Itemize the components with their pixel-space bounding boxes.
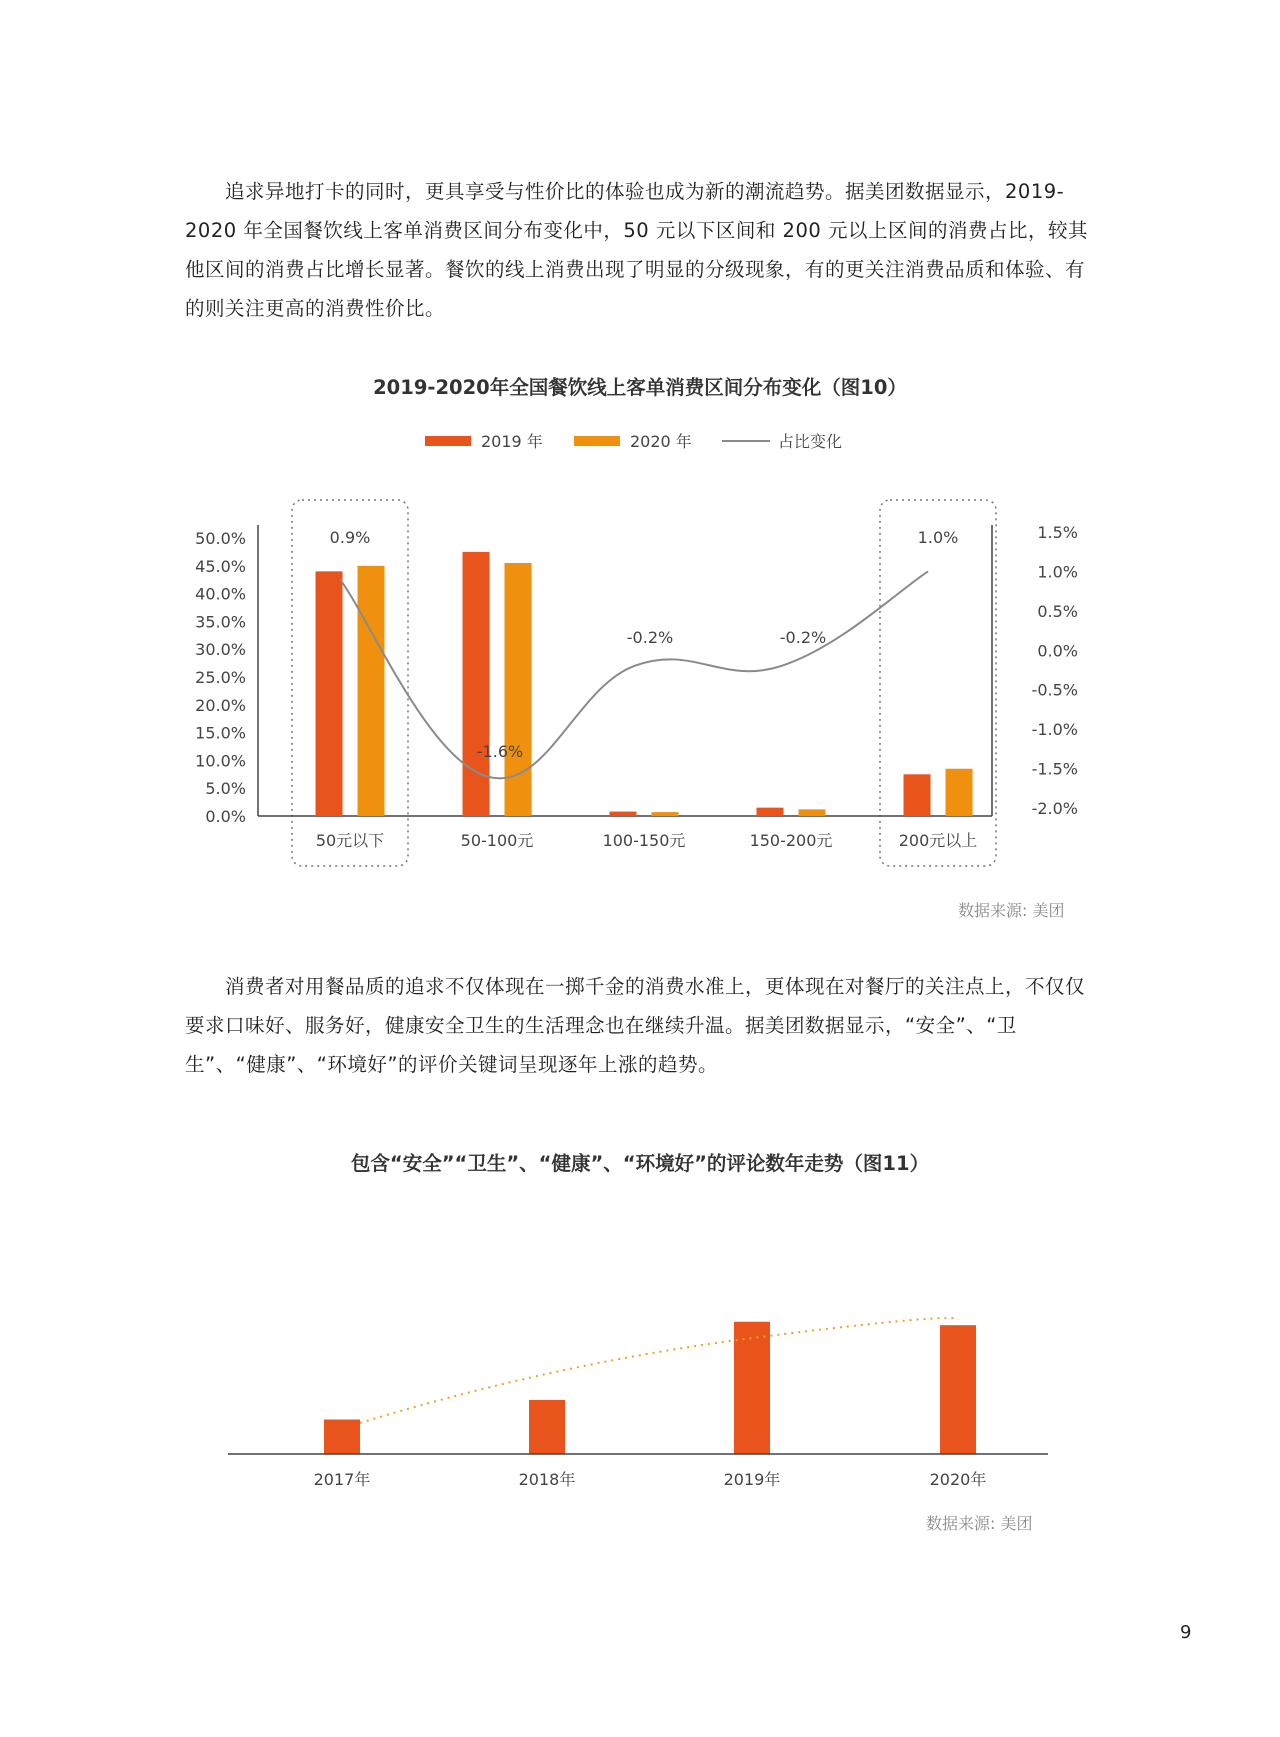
highlight-box-1 (292, 500, 408, 866)
bar-2020 (652, 812, 679, 816)
left-tick-label: 35.0% (195, 612, 246, 632)
line-data-label: 1.0% (917, 528, 959, 547)
x-tick-label: 2019年 (723, 1470, 781, 1489)
right-tick-label: -1.0% (1031, 720, 1078, 740)
right-tick-label: -2.0% (1031, 799, 1078, 818)
x-tick-label: 2017年 (313, 1470, 371, 1489)
line-data-label: -0.2% (779, 628, 827, 647)
legend-label-2019: 2019 年 (481, 432, 543, 451)
left-tick-label: 50.0% (195, 529, 246, 548)
change-line (340, 571, 928, 778)
left-tick-label: 0.0% (205, 807, 246, 826)
x-tick-label: 100-150元 (602, 831, 686, 850)
line-data-label: 0.9% (329, 528, 371, 547)
chart11-trend (360, 1318, 958, 1423)
bar-year (324, 1420, 360, 1455)
bar-year (529, 1400, 565, 1454)
bar-year (940, 1325, 976, 1454)
chart10-title: 2019-2020年全国餐饮线上客单消费区间分布变化（图10） (373, 376, 907, 399)
left-tick-label: 25.0% (195, 668, 246, 687)
intro-paragraph-text: 追求异地打卡的同时，更具享受与性价比的体验也成为新的潮流趋势。据美团数据显示，2019-2020 年全国餐饮线上客单消费区间分布变化中，50 元以下区间和 200 元以上区间的消费占比，较其他区间的消费占比增长显著。餐饮的线上消费出现了明显的分级现象，有的更关注消费品质和体验、有的则关注更高的消费性价比。 (185, 180, 1088, 320)
chart10-bars (316, 552, 973, 816)
right-tick-label: -1.5% (1031, 759, 1078, 779)
left-tick-label: 10.0% (195, 751, 246, 771)
legend-swatch-2019 (425, 436, 471, 446)
legend-swatch-2020 (574, 436, 620, 446)
right-tick-label: 0.0% (1037, 641, 1078, 661)
right-tick-label: 1.0% (1037, 562, 1078, 582)
page-number: 9 (1180, 1622, 1192, 1643)
chart11-bars (324, 1322, 976, 1454)
highlight-box-2 (880, 500, 996, 866)
x-tick-label: 2018年 (518, 1470, 576, 1489)
chart10 (0, 420, 1280, 890)
chart10-highlight-boxes (292, 500, 996, 866)
chart11-title: 包含“安全”“卫生”、“健康”、“环境好”的评论数年走势（图11） (350, 1152, 930, 1175)
bar-2019 (316, 571, 343, 816)
chart11-labels (314, 1470, 987, 1489)
x-tick-label: 50-100元 (460, 831, 534, 850)
chart10-line (340, 571, 928, 778)
quality-paragraph (185, 967, 1095, 1084)
bar-2020 (358, 566, 385, 816)
x-tick-label: 150-200元 (749, 831, 833, 850)
chart11-source: 数据来源: 美团 (926, 1514, 1033, 1533)
legend-label-line: 占比变化 (778, 432, 843, 451)
intro-paragraph (185, 172, 1095, 328)
left-tick-label: 40.0% (195, 584, 246, 604)
left-tick-label: 20.0% (195, 695, 246, 715)
bar-2019 (904, 774, 931, 816)
left-tick-label: 45.0% (195, 556, 246, 576)
bar-2019 (610, 812, 637, 816)
quality-paragraph-text: 消费者对用餐品质的追求不仅体现在一掷千金的消费水准上，更体现在对餐厅的关注点上，不仅仅要求口味好、服务好，健康安全卫生的生活理念也在继续升温。据美团数据显示，“安全”、“卫生”、“健康”、“环境好”的评价关键词呈现逐年上涨的趋势。 (185, 975, 1086, 1076)
left-tick-label: 30.0% (195, 640, 246, 660)
right-tick-label: 1.5% (1037, 523, 1078, 542)
bar-2019 (757, 808, 784, 816)
bar-2020 (799, 809, 826, 816)
trend-line (360, 1318, 958, 1423)
left-tick-label: 15.0% (195, 723, 246, 743)
bar-2020 (946, 769, 973, 816)
bar-year (734, 1322, 770, 1454)
line-data-label: -0.2% (626, 628, 674, 647)
x-tick-label: 2020年 (929, 1470, 987, 1489)
chart10-labels (330, 528, 959, 761)
x-tick-label: 200元以上 (898, 831, 978, 850)
chart10-legend (425, 432, 842, 451)
line-data-label: -1.6% (476, 742, 524, 761)
left-tick-label: 5.0% (205, 779, 246, 799)
legend-label-2020: 2020 年 (630, 432, 692, 451)
chart10-source: 数据来源: 美团 (958, 901, 1065, 920)
x-tick-label: 50元以下 (315, 831, 385, 850)
right-tick-label: 0.5% (1037, 601, 1078, 621)
chart11 (0, 1270, 1280, 1500)
right-tick-label: -0.5% (1031, 680, 1078, 700)
